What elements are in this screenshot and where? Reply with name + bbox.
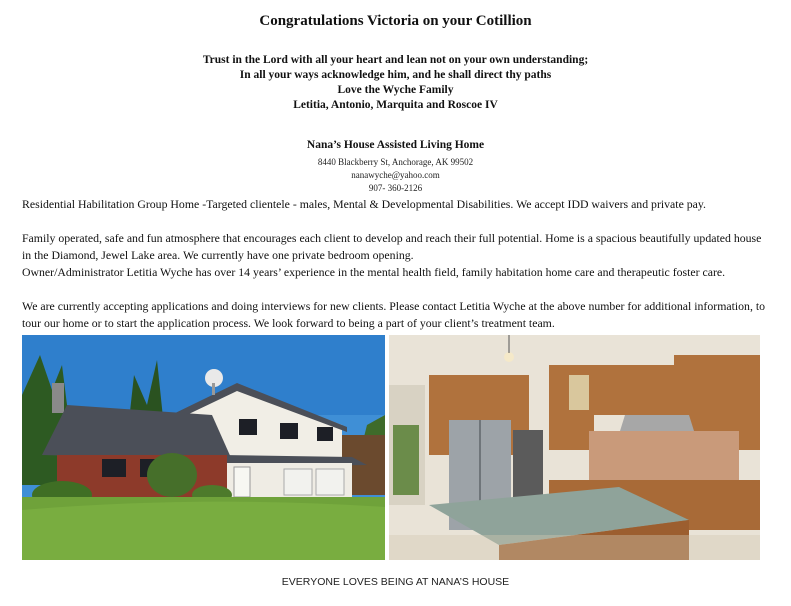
business-email[interactable]: nanawyche@yahoo.com [351,170,440,180]
verse-line-3: Love the Wyche Family [337,84,454,96]
verse-line-1: Trust in the Lord with all your heart and lean not on your own understanding; [202,54,589,66]
business-address: 8440 Blackberry St, Anchorage, AK 99502 [317,157,474,167]
paragraph-contact: We are currently accepting applications and doing interviews for new clients. Please contact Letitia Wyche at the above number for additional information, to tour our home or to start the application process. We look forward to being a part of your client’s treatment team. [22,299,766,330]
business-name: Nana’s House Assisted Living Home [306,139,485,151]
paragraph-home: Family operated, safe and fun atmosphere that encourages each client to develop and reach their full potential. Home is a spacious beautifully updated house in the Diamond, Jewel Lake area. We currently have one private bedroom opening. [22,231,762,262]
page-title: Congratulations Victoria on your Cotillion [259,13,532,29]
verse-line-4: Letitia, Antonio, Marquita and Roscoe IV [293,99,498,111]
house-exterior-photo [22,335,385,560]
photo-caption: EVERYONE LOVES BEING AT NANA’S HOUSE [281,576,510,588]
kitchen-photo [389,335,760,560]
paragraph-services: Residential Habilitation Group Home -Targeted clientele - males, Mental & Developmental Disabilities. We accept IDD waivers and private pay. [22,197,706,211]
verse-line-2: In all your ways acknowledge him, and he shall direct thy paths [239,69,552,81]
paragraph-owner: Owner/Administrator Letitia Wyche has over 14 years’ experience in the mental health field, family habitation home care and therapeutic foster care. [22,265,726,279]
business-phone: 907- 360-2126 [368,183,423,193]
